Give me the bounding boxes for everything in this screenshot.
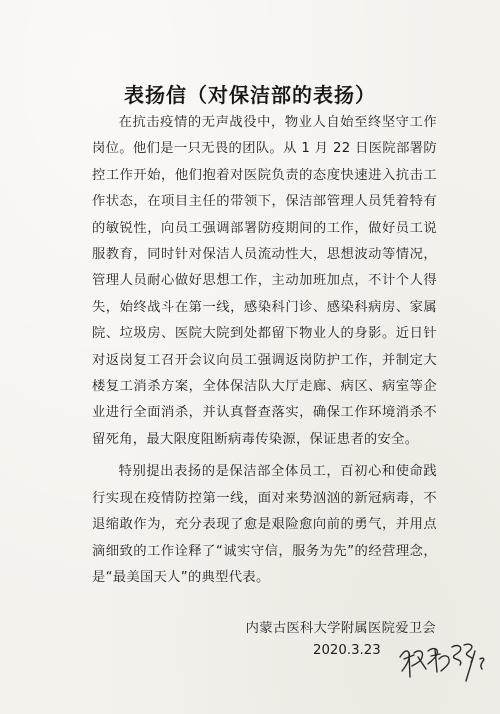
handwritten-signature	[394, 633, 490, 685]
body-paragraph-2: 特别提出表扬的是保洁部全体员工，百初心和使命践行实现在疫情防控第一线，面对来势汹汹的新冠病毒，不退缩敢作为，充分表现了愈是艰险愈向前的勇气，并用点滴细致的工作诠释了“诚实守信，服务为先”的经营理念，是“最美国天人”的典型代表。	[92, 464, 437, 585]
signer-organization: 内蒙古医科大学附属医院爱卫会	[245, 621, 436, 636]
letter-date: 2020.3.23	[313, 643, 381, 658]
letter-body	[92, 110, 437, 591]
letter-title: 表扬信（对保洁部的表扬）	[124, 83, 376, 107]
body-paragraph-1: 在抗击疫情的无声战役中，物业人自始至终坚守工作岗位。他们是一只无畏的团队。从 1 月 22 日医院部署防控工作开始，他们抱着对医院负责的态度快速进入抗击工作状态，在项目主任的带领下，保洁部管理人员凭着特有的敏锐性，向员工强调部署防疫期间的工作，做好员工说服教育，同时针对保洁人员流动性大，思想波动等情况，管理人员耐心做好思想工作，主动加班加点，不计个人得失，始终战斗在第一线，感染科门诊、感染科病房、家属院、垃圾房、医院大院到处都留下物业人的身影。近日针对返岗复工召开会议向员工强调返岗防护工作，并制定大楼复工消杀方案，全体保洁队大厅走廊、病区、病室等企业进行全面消杀，并认真督查落实，确保工作环境消杀不留死角，最大限度阻断病毒传染源，保证患者的安全。	[92, 115, 437, 447]
